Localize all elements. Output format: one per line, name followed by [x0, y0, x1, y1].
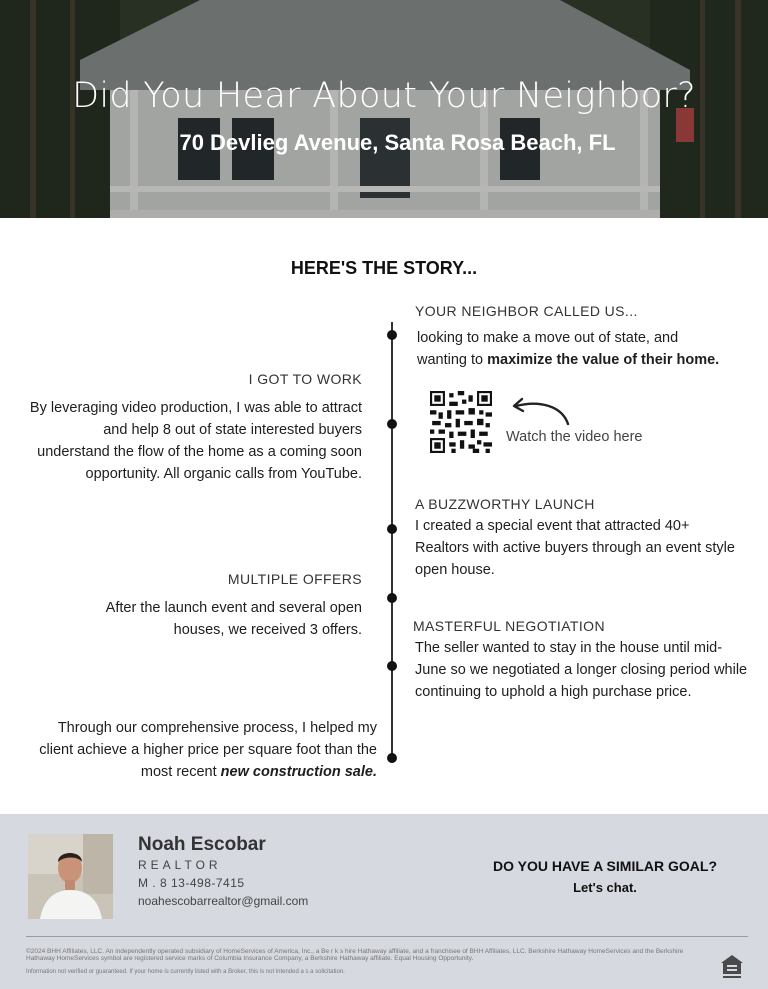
neighbor-text-part: wanting to — [417, 352, 488, 368]
hero-banner — [0, 0, 768, 218]
agent-email[interactable]: noahescobarrealtor@gmail.com — [138, 894, 309, 908]
neighbor-text — [417, 327, 747, 371]
result-text-emphasis: new construction sale. — [220, 764, 377, 780]
neighbor-text-bold: maximize the value of their home. — [487, 352, 720, 368]
result-text-part: Through our comprehensive process, I helped my client achieve a higher price per square foot than the most recent — [39, 720, 377, 780]
watch-video-link[interactable]: Watch the video here — [506, 429, 643, 445]
story-title: HERE'S THE STORY... — [290, 258, 478, 278]
launch-text: I created a special event that attracted 40+ Realtors with active buyers through an event style open house. — [415, 518, 735, 578]
timeline-dot — [387, 753, 397, 763]
work-text: By leveraging video production, I was able to attract and help 8 out of state interested buyers understand the flow of the home as a coming soon opportunity. All organic calls from YouTube. — [29, 400, 362, 482]
footer-divider — [26, 936, 748, 937]
offers-text: After the launch event and several open houses, we received 3 offers. — [105, 600, 362, 638]
legal-disclaimer: ©2024 BHH Affiliates, LLC. An independently operated subsidiary of HomeServices of America, Inc., a Be r k s hire Hathaway affiliate, and a franchisee of BHH Affiliates, LLC. Berkshire Hathaway HomeServices and the Berkshire Hathaway HomeServices symbol are registered service marks of Columbia Insurance Company, a Berkshire Hathaway affiliate. Equal Housing Opportunity. — [26, 948, 684, 962]
property-address: 70 Devlieg Avenue, Santa Rosa Beach, FL — [179, 130, 616, 155]
legal-notice: Information not verified or guaranteed. If your home is currently listed with a Broker, this is not intended a s a solicitation. — [26, 969, 345, 975]
footer-contact — [0, 814, 768, 989]
agent-photo — [28, 834, 113, 919]
launch-heading: A BUZZWORTHY LAUNCH — [415, 496, 595, 512]
negotiation-text: The seller wanted to stay in the house until mid-June so we negotiated a longer closing period while continuing to uphold a high purchase price. — [415, 640, 748, 700]
neighbor-heading: YOUR NEIGHBOR CALLED US... — [415, 303, 638, 319]
agent-name: Noah Escobar — [138, 834, 266, 855]
offers-heading: MULTIPLE OFFERS — [227, 571, 362, 587]
timeline-dot — [387, 661, 397, 671]
page-title: Did You Hear About Your Neighbor? — [72, 76, 696, 116]
timeline-dot — [387, 419, 397, 429]
timeline-dot — [387, 524, 397, 534]
equal-housing-icon — [720, 954, 744, 980]
timeline-dot — [387, 330, 397, 340]
agent-phone[interactable]: M . 8 13-498-7415 — [138, 876, 245, 890]
agent-role: REALTOR — [138, 858, 222, 872]
negotiation-heading: MASTERFUL NEGOTIATION — [413, 618, 605, 634]
curved-arrow-icon — [510, 396, 572, 428]
work-heading: I GOT TO WORK — [248, 371, 362, 387]
timeline-dot — [387, 593, 397, 603]
cta-question: DO YOU HAVE A SIMILAR GOAL? — [492, 858, 717, 874]
cta-action[interactable]: Let's chat. — [573, 880, 637, 895]
neighbor-text-line: looking to make a move out of state, and — [417, 330, 679, 346]
result-text — [20, 717, 377, 783]
neighbor-text-line — [417, 349, 747, 371]
video-qr-code[interactable] — [430, 391, 492, 453]
timeline-line — [391, 322, 393, 762]
